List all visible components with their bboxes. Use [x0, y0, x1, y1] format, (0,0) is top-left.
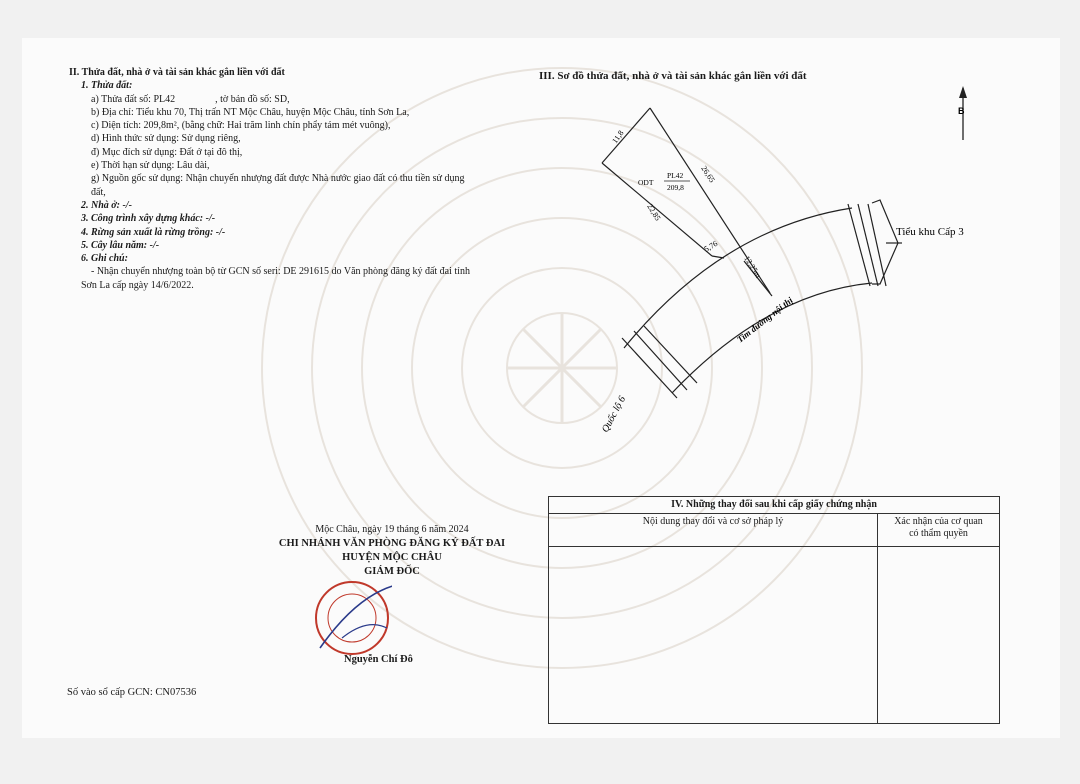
- address: b) Địa chỉ: Tiểu khu 70, Thị trấn NT Mộc Châu, huyện Mộc Châu, tỉnh Sơn La,: [91, 106, 410, 118]
- dim-road: 12,25m: [742, 254, 763, 280]
- certificate-page: [22, 38, 1060, 738]
- signer-name: Nguyễn Chí Đô: [344, 654, 413, 665]
- house-item: 2. Nhà ở: -/-: [81, 199, 132, 211]
- changes-cell: [549, 547, 878, 724]
- highway-label: Quốc lộ 6: [599, 394, 629, 435]
- usage-form: d) Hình thức sử dụng: Sử dụng riêng,: [91, 133, 241, 145]
- parcel-no: PL42: [667, 171, 684, 180]
- forest-item: 4. Rừng sản xuất là rừng trồng: -/-: [81, 226, 226, 238]
- col-confirmation-header: Xác nhận của cơ quan có thẩm quyền: [878, 514, 1000, 547]
- confirmation-cell: [878, 547, 1000, 724]
- parcel-area: 209,8: [667, 183, 684, 192]
- org-line-2: HUYỆN MỘC CHÂU: [342, 552, 442, 563]
- dim-left: 22,85: [645, 202, 663, 223]
- note-line-2: Sơn La cấp ngày 14/6/2022.: [81, 279, 194, 291]
- parcel-number: a) Thửa đất số: PL42 , tờ bản đồ số: SD,: [91, 93, 290, 105]
- parcel-code: ODT: [638, 178, 654, 187]
- note-line-1: - Nhận chuyển nhượng toàn bộ từ GCN số seri: DE 291615 do Văn phòng đăng ký đất đai tỉnh: [91, 266, 470, 278]
- road-label: Tim đường nội thị: [735, 295, 795, 345]
- dim-front: 5,76: [702, 238, 720, 254]
- notes-heading: 6. Ghi chú:: [81, 253, 128, 265]
- dim-right: 26,65: [699, 164, 717, 185]
- destination-label: Tiểu khu Cấp 3: [896, 226, 964, 238]
- section4-title: IV. Những thay đổi sau khi cấp giấy chứng nhận: [549, 497, 1000, 514]
- parcel-sketch: [22, 38, 1060, 498]
- usage-origin: g) Nguồn gốc sử dụng: Nhận chuyển nhượng đất được Nhà nước giao đất có thu tiền sử dụng: [91, 173, 465, 185]
- trees-item: 5. Cây lâu năm: -/-: [81, 239, 160, 251]
- changes-table: [548, 496, 1000, 724]
- org-line-1: CHI NHÁNH VĂN PHÒNG ĐĂNG KÝ ĐẤT ĐAI: [278, 538, 506, 549]
- signature-block: [262, 523, 522, 579]
- col-changes-header: Nội dung thay đổi và cơ sở pháp lý: [549, 514, 878, 547]
- director-title: GIÁM ĐỐC: [364, 566, 420, 577]
- section3-title: III. Sơ đồ thửa đất, nhà ở và tài sản khác gắn liền với đất: [539, 70, 807, 82]
- construction-item: 3. Công trình xây dựng khác: -/-: [81, 213, 216, 225]
- usage-purpose: đ) Mục đích sử dụng: Đất ở tại đô thị,: [91, 146, 243, 158]
- dim-top: 11,8: [610, 128, 626, 146]
- land-heading: 1. Thửa đất:: [81, 80, 133, 92]
- section2-title: II. Thửa đất, nhà ở và tài sản khác gắn liền với đất: [69, 67, 285, 78]
- area: c) Diện tích: 209,8m², (bằng chữ: Hai trăm linh chín phẩy tám mét vuông),: [91, 120, 391, 132]
- place-date: Mộc Châu, ngày 19 tháng 6 năm 2024: [315, 524, 469, 535]
- official-stamp-icon: [312, 578, 392, 658]
- north-label: B: [958, 106, 965, 116]
- register-number: Số vào sổ cấp GCN: CN07536: [67, 687, 197, 698]
- usage-origin-cont: đất,: [91, 186, 106, 198]
- usage-term: e) Thời hạn sử dụng: Lâu dài,: [91, 160, 210, 172]
